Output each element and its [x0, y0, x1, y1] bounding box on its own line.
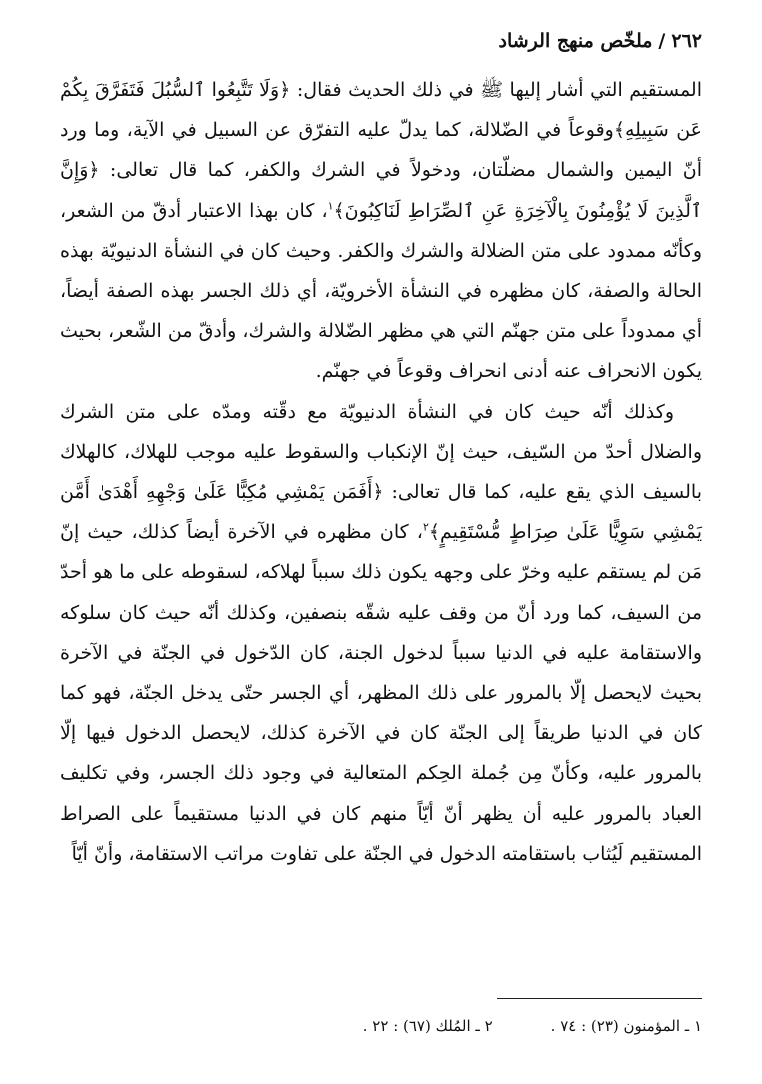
footnote-ref-2: ٢	[422, 520, 429, 534]
quran-close-bracket: ﴾	[333, 199, 345, 222]
paragraph-2	[60, 392, 702, 874]
page-header	[60, 28, 702, 54]
book-title: ملخّص منهج الرشاد	[498, 30, 653, 52]
paragraph-2-text-2: ، كان مظهره في الآخرة أيضاً كذلك، حيث إنّ مَن لم يستقم عليه وخرّ على وجهه يكون ذلك سبباً لهلاكه، لسقوطه على ما هو أحدّ من السيف، كما ورد أنّ من وقف عليه شقّه بنصفين، وكذلك أنّه حيث كان سلوكه والاستقامة عليه في الدنيا سبباً لدخول الجنة، كان الدّخول في الجنّة في الآخرة بحيث لايحصل إلّا بالمرور على ذلك المظهر، أي الجسر حتّى يدخل الجنّة، فهو كما كان في الدنيا طريقاً إلى الجنّة كان في الآخرة كذلك، لايحصل الدخول فيها إلّا بالمرور عليه، وكأنّ مِن جُملة الحِكم المتعالية في وجود ذلك الجسر، وفي تكليف العباد بالمرور عليه أن يظهر أنّ أيّاً منهم كان في الدنيا مستقيماً على الصراط المستقيم لَيُثاب باستقامته الدخول في الجنّة على تفاوت مراتب الاستقامة، وأنّ أيّاً	[60, 521, 702, 865]
quran-close-bracket: ﴾	[613, 119, 625, 142]
paragraph-1-text-1: المستقيم التي أشار إليها ﷺ في ذلك الحديث فقال:	[290, 79, 702, 101]
footnote-1: ١ ـ المؤمنون (٢٣) : ٧٤ .	[550, 1017, 702, 1035]
quran-open-bracket: ﴿	[88, 159, 100, 182]
quran-close-bracket: ﴾	[428, 521, 440, 544]
paragraph-2-text-1: وكذلك أنّه حيث كان في النشأة الدنيويّة مع دقّته ومدّه على متن الشرك والضلال أحدّ من السّيف، حيث إنّ الإنكباب والسقوط عليه موجب للهلاك، كالهلاك بالسيف الذي يقع عليه، كما قال تعالى:	[60, 400, 702, 504]
quran-open-bracket: ﴿	[372, 481, 384, 504]
footnote-2: ٢ ـ المُلك (٦٧) : ٢٢ .	[362, 1017, 493, 1035]
quran-verse-1: وَلَا تَتَّبِعُوا ٱلسُّبُلَ فَتَفَرَّقَ بِكُمْ عَن سَبِيلِهِ	[60, 79, 702, 142]
footnote-ref-1: ١	[327, 199, 334, 213]
header-separator: /	[658, 30, 666, 52]
paragraph-1	[60, 70, 702, 392]
paragraph-1-text-3: ، كان بهذا الاعتبار أدقّ من الشعر، وكأنّه ممدود على متن الضلالة والشرك والكفر. وحيث كان في النشأة الدنيويّة بهذه الحالة والصفة، كان مظهره في النشأة الأخرويّة، أي ذلك الجسر بهذه الصفة أيضاً، أي ممدوداً على متن جهنّم التي هي مظهر الضّلالة والشرك، وأدقّ من الشّعر، بحيث يكون الانحراف عنه أدنى انحراف وقوعاً في جهنّم.	[60, 199, 702, 383]
body-text	[60, 70, 702, 874]
footnotes	[60, 1015, 702, 1037]
footnote-divider	[497, 998, 702, 999]
quran-verse-2: وَإِنَّ ٱلَّذِينَ لَا يُؤْمِنُونَ بِالْآخِرَةِ عَنِ ٱلصِّرَاطِ لَنَاكِبُونَ	[60, 159, 702, 222]
quran-open-bracket: ﴿	[279, 79, 291, 101]
page-number: ٢٦٢	[671, 30, 702, 52]
quran-verse-3: أَفَمَن يَمْشِي مُكِبًّا عَلَىٰ وَجْهِهِ أَهْدَىٰ أَمَّن يَمْشِي سَوِيًّا عَلَىٰ صِرَاطٍ مُّسْتَقِيمٍ	[60, 481, 702, 544]
paragraph-1-text-2: وقوعاً في الضّلالة، كما يدلّ عليه التفرّق عن السبيل في الآية، وما ورد أنّ اليمين والشمال مضلّتان، ودخولاً في الشرك والكفر، كما قال تعالى:	[60, 119, 702, 182]
